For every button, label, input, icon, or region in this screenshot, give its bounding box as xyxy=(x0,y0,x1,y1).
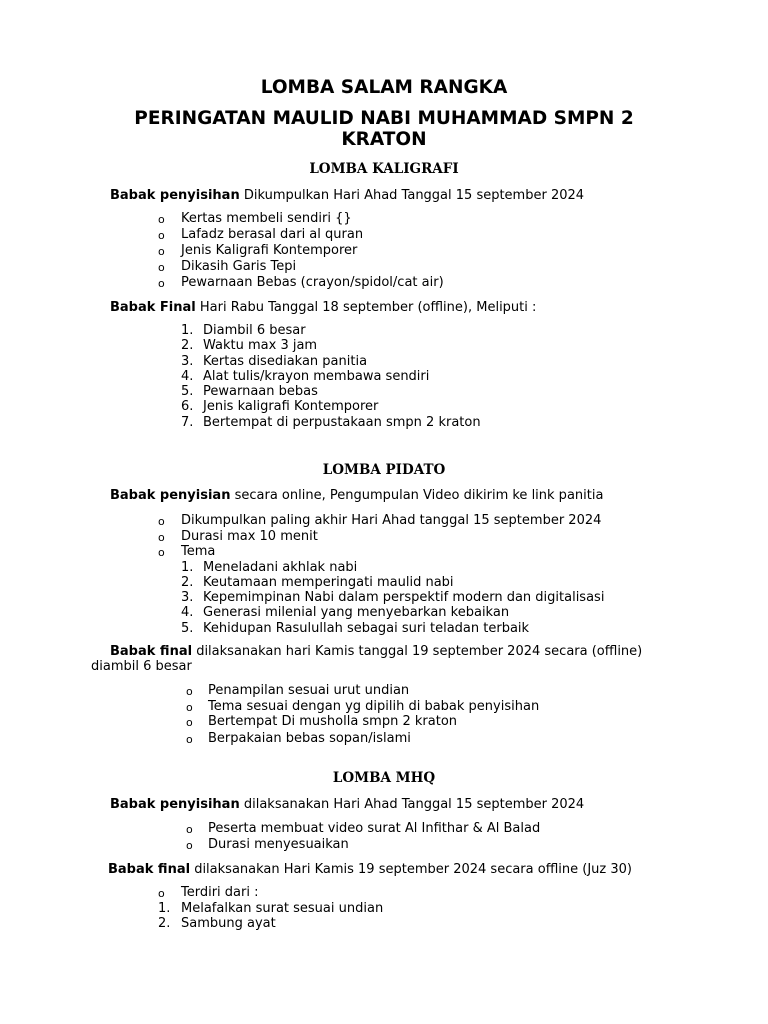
list-item: Jenis kaligrafi Kontemporer xyxy=(203,399,379,414)
kaligrafi-final-label: Babak Final xyxy=(110,300,196,315)
list-item: Kertas disediakan panitia xyxy=(203,354,368,369)
list-item: Tema xyxy=(181,544,216,559)
bullet-icon: o xyxy=(158,546,165,559)
pidato-penyisihan-label: Babak penyisian xyxy=(110,488,231,503)
list-item: Dikumpulkan paling akhir Hari Ahad tanggal 15 september 2024 xyxy=(181,513,602,528)
section-heading-mhq: LOMBA MHQ xyxy=(332,770,436,786)
pidato-penyisihan-paragraph xyxy=(110,488,603,504)
pidato-final-text-line2: diambil 6 besar xyxy=(91,659,192,674)
section-heading-kaligrafi: LOMBA KALIGRAFI xyxy=(309,161,459,177)
list-number: 1. xyxy=(181,323,194,338)
list-item: Diambil 6 besar xyxy=(203,323,306,338)
pidato-final-label: Babak final xyxy=(110,644,193,659)
bullet-icon: o xyxy=(158,213,165,226)
document-subtitle: PERINGATAN MAULID NABI MUHAMMAD SMPN 2 KRATON xyxy=(134,108,634,150)
list-number: 3. xyxy=(181,354,194,369)
list-number: 1. xyxy=(181,560,194,575)
bullet-icon: o xyxy=(158,261,165,274)
list-item: Tema sesuai dengan yg dipilih di babak penyisihan xyxy=(208,699,540,714)
section-heading-pidato: LOMBA PIDATO xyxy=(322,462,446,478)
list-number: 3. xyxy=(181,590,194,605)
bullet-icon: o xyxy=(186,716,193,729)
list-item: Berpakaian bebas sopan/islami xyxy=(208,731,411,746)
mhq-penyisihan-text: dilaksanakan Hari Ahad Tanggal 15 september 2024 xyxy=(239,797,585,812)
list-item: Pewarnaan Bebas (crayon/spidol/cat air) xyxy=(181,275,444,290)
list-number: 4. xyxy=(181,605,194,620)
mhq-penyisihan-paragraph xyxy=(110,797,584,813)
bullet-icon: o xyxy=(186,823,193,836)
list-item: Dikasih Garis Tepi xyxy=(181,259,297,274)
list-item: Lafadz berasal dari al quran xyxy=(181,227,364,242)
list-number: 4. xyxy=(181,369,194,384)
pidato-final-text: dilaksanakan hari Kamis tanggal 19 september 2024 secara (offline) xyxy=(192,644,643,659)
mhq-final-label: Babak final xyxy=(108,862,191,877)
list-item: Kehidupan Rasulullah sebagai suri teladan terbaik xyxy=(203,621,530,636)
mhq-penyisihan-label: Babak penyisihan xyxy=(110,797,240,812)
list-item: Bertempat Di musholla smpn 2 kraton xyxy=(208,714,458,729)
list-item: Generasi milenial yang menyebarkan kebaikan xyxy=(203,605,510,620)
list-item: Melafalkan surat sesuai undian xyxy=(181,901,384,916)
list-item: Pewarnaan bebas xyxy=(203,384,318,399)
list-number: 1. xyxy=(158,901,171,916)
list-item: Bertempat di perpustakaan smpn 2 kraton xyxy=(203,415,481,430)
bullet-icon: o xyxy=(158,277,165,290)
pidato-penyisihan-text: secara online, Pengumpulan Video dikirim ke link panitia xyxy=(230,488,604,503)
bullet-icon: o xyxy=(158,515,165,528)
kaligrafi-final-paragraph xyxy=(110,300,536,316)
kaligrafi-penyisihan-paragraph xyxy=(110,188,584,204)
bullet-icon: o xyxy=(186,685,193,698)
bullet-icon: o xyxy=(186,701,193,714)
kaligrafi-penyisihan-text: Dikumpulkan Hari Ahad Tanggal 15 september 2024 xyxy=(239,188,585,203)
document-title: LOMBA SALAM RANGKA xyxy=(260,77,508,98)
bullet-icon: o xyxy=(158,229,165,242)
pidato-final-paragraph xyxy=(110,644,642,660)
list-item: Kertas membeli sendiri {} xyxy=(181,211,352,226)
kaligrafi-penyisihan-label: Babak penyisihan xyxy=(110,188,240,203)
list-item: Terdiri dari : xyxy=(181,885,259,900)
list-number: 5. xyxy=(181,621,194,636)
list-item: Peserta membuat video surat Al Infithar & Al Balad xyxy=(208,821,541,836)
list-item: Jenis Kaligrafi Kontemporer xyxy=(181,243,358,258)
list-number: 2. xyxy=(181,338,194,353)
list-item: Durasi menyesuaikan xyxy=(208,837,349,852)
list-number: 5. xyxy=(181,384,194,399)
list-item: Kepemimpinan Nabi dalam perspektif modern dan digitalisasi xyxy=(203,590,605,605)
list-number: 2. xyxy=(181,575,194,590)
list-item: Alat tulis/krayon membawa sendiri xyxy=(203,369,430,384)
list-number: 2. xyxy=(158,916,171,931)
list-item: Meneladani akhlak nabi xyxy=(203,560,358,575)
list-item: Keutamaan memperingati maulid nabi xyxy=(203,575,454,590)
list-number: 6. xyxy=(181,399,194,414)
list-item: Sambung ayat xyxy=(181,916,276,931)
bullet-icon: o xyxy=(158,245,165,258)
mhq-final-paragraph xyxy=(108,862,632,878)
bullet-icon: o xyxy=(186,839,193,852)
list-item: Durasi max 10 menit xyxy=(181,529,318,544)
kaligrafi-final-text: Hari Rabu Tanggal 18 september (offline), Meliputi : xyxy=(195,300,537,315)
bullet-icon: o xyxy=(158,531,165,544)
bullet-icon: o xyxy=(186,733,193,746)
mhq-final-text: dilaksanakan Hari Kamis 19 september 2024 secara offline (Juz 30) xyxy=(190,862,632,877)
list-number: 7. xyxy=(181,415,194,430)
bullet-icon: o xyxy=(158,887,165,900)
list-item: Waktu max 3 jam xyxy=(203,338,318,353)
list-item: Penampilan sesuai urut undian xyxy=(208,683,410,698)
